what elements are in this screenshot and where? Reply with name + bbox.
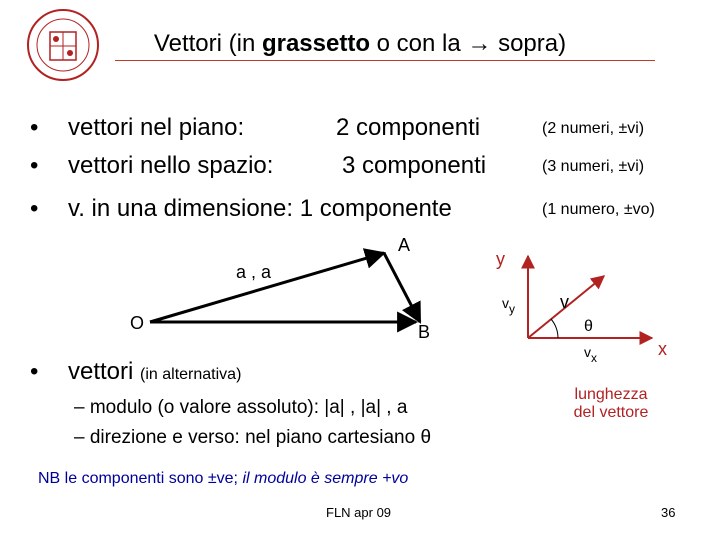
label-v: v <box>560 292 569 312</box>
sub-item-direzione: – direzione e verso: nel piano cartesiano θ <box>74 427 432 448</box>
bullet-space: • vettori nello spazio: <box>30 152 274 179</box>
vector-ab <box>384 253 420 322</box>
slide-title: Vettori (in grassetto o con la → sopra) <box>153 30 567 57</box>
label-vy: vy <box>502 295 515 316</box>
bullet-alternative: • vettori (in alternativa) <box>30 358 242 385</box>
length-note: lunghezza del vettore <box>573 386 649 421</box>
bullet-space-value: 3 componenti <box>342 152 487 179</box>
sub-item-modulo: – modulo (o valore assoluto): |a| , |a| , a <box>74 397 408 418</box>
theta-arc <box>551 319 558 338</box>
label-x-axis: x <box>658 339 667 359</box>
footer-center: FLN apr 09 <box>326 505 392 520</box>
nb-note: NB le componenti sono ±ve; il modulo è sempre +vo <box>38 470 409 487</box>
bullet-space-note: (3 numeri, ±vi) <box>542 158 645 175</box>
label-B: B <box>418 322 431 342</box>
label-O: O <box>130 313 145 333</box>
bullet-1d: • v. in una dimensione: 1 componente <box>30 195 452 222</box>
bullet-1d-note: (1 numero, ±vo) <box>542 201 655 218</box>
bullet-plane: • vettori nel piano: <box>30 114 245 141</box>
page-number: 36 <box>661 505 676 520</box>
label-A: A <box>398 235 411 255</box>
label-vx: vx <box>584 344 597 365</box>
label-theta: θ <box>584 318 593 335</box>
bullet-plane-value: 2 componenti <box>336 114 481 141</box>
label-y-axis: y <box>496 249 505 269</box>
bullet-plane-note: (2 numeri, ±vi) <box>542 120 645 137</box>
label-a: a , a <box>236 262 272 282</box>
